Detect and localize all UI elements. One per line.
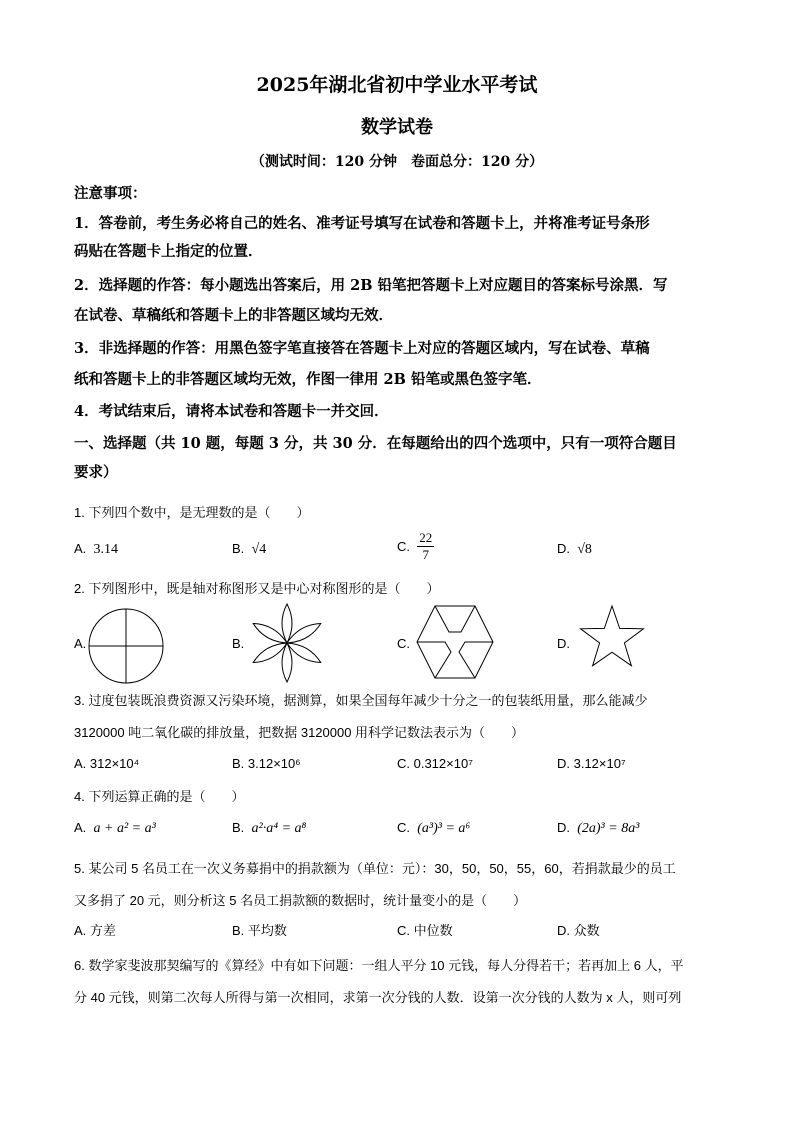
q5-option-a: A. 方差 [74,923,116,938]
time-info: （测试时间：120 分钟 卷面总分：120 分） [250,154,544,170]
note-1-line-1: 1．答卷前，考生务必将自己的姓名、准考证号填写在试卷和答题卡上，并将准考证号条形 [74,215,650,232]
question-3-line-2: 3120000 吨二氧化碳的排放量，把数据 3120000 用科学记数法表示为（ ） [74,725,525,740]
paper-title: 数学试卷 [361,117,433,138]
question-6-line-1: 6. 数学家斐波那契编写的《算经》中有如下问题：一组人平分 10 元钱，每人分得若干；若再加上 6 人，平 [74,958,684,973]
note-4: 4．考试结束后，请将本试卷和答题卡一并交回． [74,403,389,420]
note-3-line-2: 纸和答题卡上的非答题区域均无效，作图一律用 2B 铅笔或黑色签字笔． [74,371,542,388]
q4-option-a: A. a + a² = a³ [74,820,156,836]
question-1-stem: 1. 下列四个数中，是无理数的是（ ） [74,505,310,520]
recycle-hexagon-figure [415,604,495,680]
q2-label-b: B. [232,636,245,651]
q5-option-d: D. 众数 [557,923,600,938]
q2-label-c: C. [397,636,410,651]
q3-option-c: C. 0.312×10⁷ [397,756,473,771]
question-6-line-2: 分 40 元钱，则第二次每人所得与第一次相同，求第一次分钱的人数．设第一次分钱的人数为 x 人，则可列 [74,990,682,1005]
note-3-line-1: 3．非选择题的作答：用黑色签字笔直接答在答题卡上对应的答题区域内，写在试卷、草稿 [74,340,650,357]
q2-label-d: D. [557,636,570,651]
q3-option-a: A. 312×10⁴ [74,756,140,771]
notes-heading: 注意事项： [74,185,147,202]
fraction: $\frac{22}{7}$ [419,530,433,562]
q3-option-d: D. 3.12×10⁷ [557,756,626,771]
q4-option-c: C. (a³)³ = a⁶ [397,820,471,836]
q3-option-b: B. 3.12×10⁶ [232,756,301,771]
question-2-stem: 2. 下列图形中，既是轴对称图形又是中心对称图形的是（ ） [74,581,440,596]
note-1-line-2: 码贴在答题卡上指定的位置． [74,243,263,260]
section-1-heading-line-1: 一、选择题（共 10 题，每题 3 分，共 30 分．在每题给出的四个选项中，只有一项符合题目 [74,435,677,452]
q4-option-d: D. (2a)³ = 8a³ [557,820,640,836]
q4-option-b: B. a²·a⁴ = a⁸ [232,820,307,836]
question-5-line-2: 又多捐了 20 元，则分析这 5 名员工捐款额的数据时，统计量变小的是（ ） [74,893,527,908]
q1-option-b: B. √4 [232,541,267,557]
exam-title: 2025年湖北省初中学业水平考试 [256,74,538,96]
q1-option-a: A. 3.14 [74,541,119,557]
q5-option-c: C. 中位数 [397,923,453,938]
q1-option-d: D. √8 [557,541,592,557]
question-3-line-1: 3. 过度包装既浪费资源又污染环境，据测算，如果全国每年减少十分之一的包装纸用量，那么能减少 [74,693,648,708]
note-2-line-1: 2．选择题的作答：每小题选出答案后，用 2B 铅笔把答题卡上对应题目的答案标号涂黑．写 [74,277,668,294]
note-2-line-2: 在试卷、草稿纸和答题卡上的非答题区域均无效． [74,307,393,324]
q1-option-c: C. $\frac{22}{7}$ [397,530,433,562]
q2-label-a: A. [74,636,87,651]
star-figure [577,604,647,674]
q5-option-b: B. 平均数 [232,923,287,938]
section-1-heading-line-2: 要求） [74,464,118,481]
pinwheel-figure [84,607,168,685]
question-5-line-1: 5. 某公司 5 名员工在一次义务募捐中的捐款额为（单位：元）：30，50，50，55，60，若捐款最少的员工 [74,861,676,876]
question-4-stem: 4. 下列运算正确的是（ ） [74,789,245,804]
flower-figure [246,602,328,684]
